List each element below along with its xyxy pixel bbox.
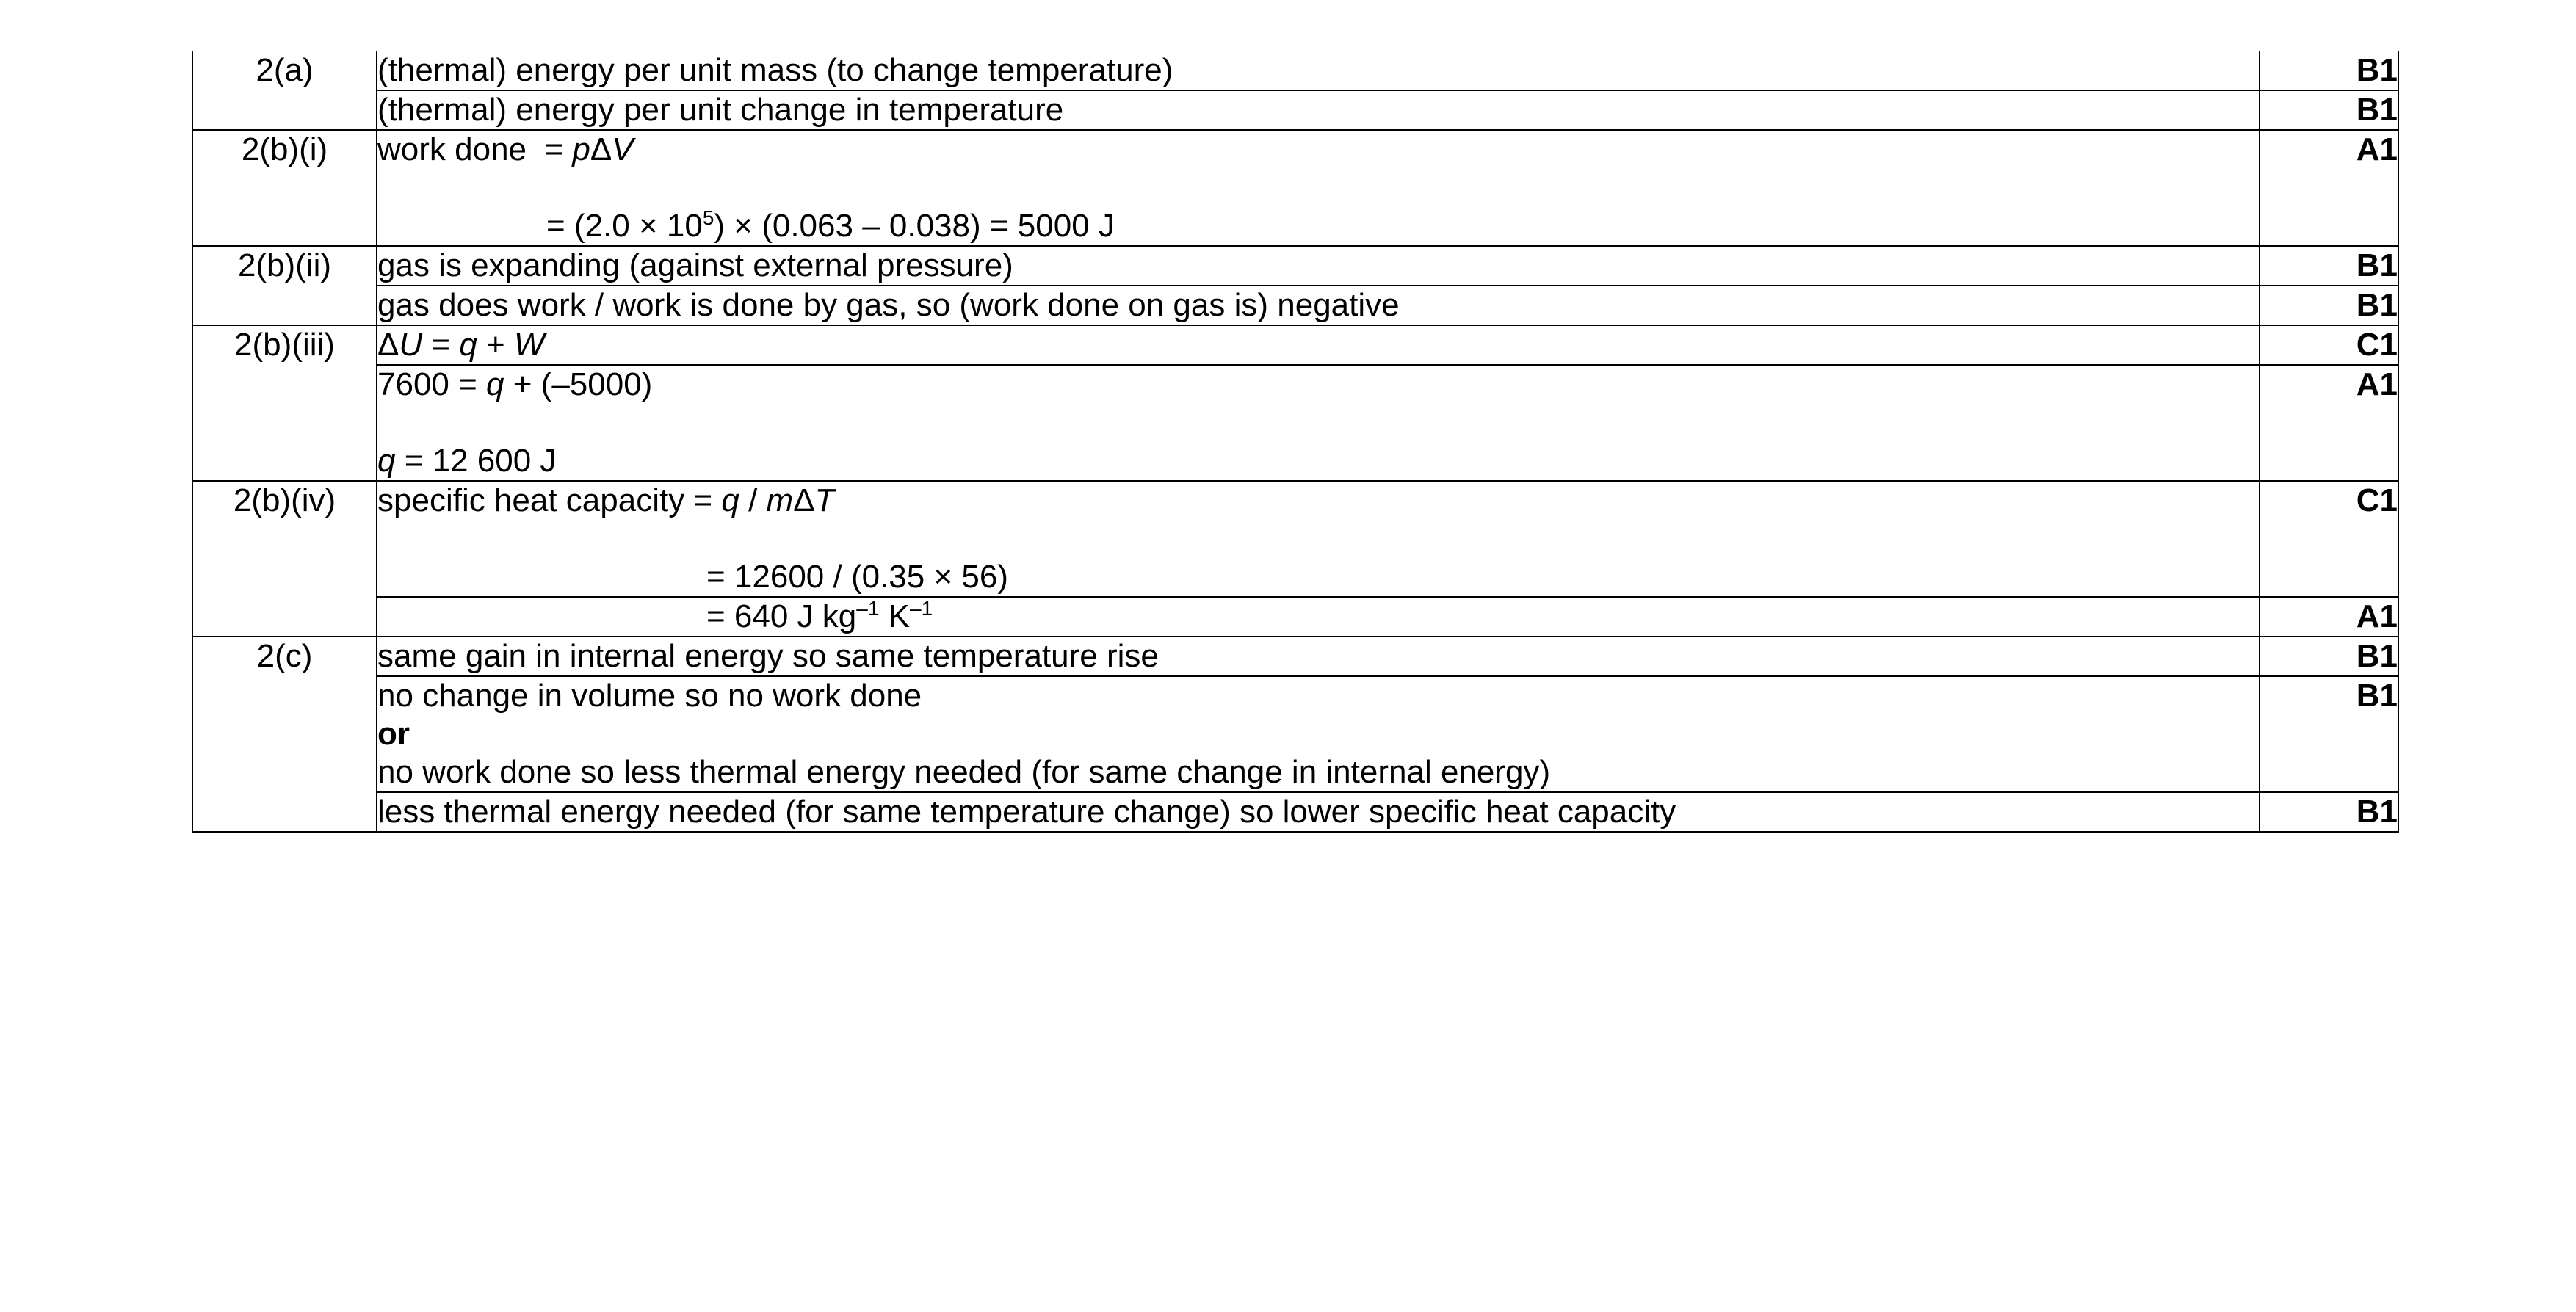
mark-cell: C1	[2260, 481, 2398, 597]
table-row	[192, 481, 2398, 597]
or-separator: or	[377, 716, 410, 752]
mark-cell: B1	[2260, 246, 2398, 286]
answer-cell	[377, 676, 2260, 792]
question-number: 2(b)(i)	[192, 130, 377, 246]
mark-cell: B1	[2260, 90, 2398, 130]
table-row	[192, 325, 2398, 365]
table-row	[192, 365, 2398, 481]
answer-line: = 640 J $kg^{-1}$ $K^{-1}$	[706, 597, 933, 634]
mark-cell: A1	[2260, 365, 2398, 481]
question-number: 2(b)(iv)	[192, 481, 377, 637]
answer-line: q = 12 600 J	[377, 443, 557, 479]
table-row	[192, 676, 2398, 792]
table-row	[192, 90, 2398, 130]
answer-line: work done = pΔV	[377, 131, 634, 167]
mark-cell: A1	[2260, 597, 2398, 637]
question-number: 2(c)	[192, 637, 377, 832]
question-number: 2(b)(iii)	[192, 325, 377, 481]
answer-cell: gas is expanding (against external pressure)	[377, 246, 2260, 286]
table-row	[192, 597, 2398, 637]
answer-line: = 12600 / (0.35 × 56)	[706, 559, 1008, 595]
answer-cell	[377, 365, 2260, 481]
answer-cell: (thermal) energy per unit mass (to change temperature)	[377, 51, 2260, 90]
mark-cell: A1	[2260, 130, 2398, 246]
question-number: 2(b)(ii)	[192, 246, 377, 325]
mark-cell: B1	[2260, 286, 2398, 325]
answer-cell	[377, 481, 2260, 597]
mark-cell: B1	[2260, 637, 2398, 676]
answer-line: = $(2.0 \times 10^5) \times (0.063 - 0.038) = 5000$ J	[546, 206, 1115, 244]
answer-cell: less thermal energy needed (for same temperature change) so lower specific heat capacity	[377, 792, 2260, 832]
mark-cell: B1	[2260, 51, 2398, 90]
question-number: 2(a)	[192, 51, 377, 130]
mark-scheme-table	[192, 51, 2399, 833]
answer-cell: (thermal) energy per unit change in temperature	[377, 90, 2260, 130]
answer-cell	[377, 597, 2260, 637]
mark-cell: C1	[2260, 325, 2398, 365]
table-row	[192, 792, 2398, 832]
answer-line: no change in volume so no work done	[377, 678, 922, 714]
answer-cell: same gain in internal energy so same temperature rise	[377, 637, 2260, 676]
answer-cell: gas does work / work is done by gas, so (work done on gas is) negative	[377, 286, 2260, 325]
table-row	[192, 130, 2398, 246]
answer-line: no work done so less thermal energy needed (for same change in internal energy)	[377, 754, 1551, 790]
answer-cell	[377, 130, 2260, 246]
answer-line: specific heat capacity = q / mΔT	[377, 482, 835, 518]
table-row	[192, 637, 2398, 676]
answer-cell	[377, 325, 2260, 365]
table-row	[192, 51, 2398, 90]
answer-line: 7600 = q + (–5000)	[377, 366, 653, 402]
mark-cell: B1	[2260, 676, 2398, 792]
answer-line: ΔU = q + W	[377, 327, 545, 363]
table-row	[192, 246, 2398, 286]
table-row	[192, 286, 2398, 325]
mark-cell: B1	[2260, 792, 2398, 832]
